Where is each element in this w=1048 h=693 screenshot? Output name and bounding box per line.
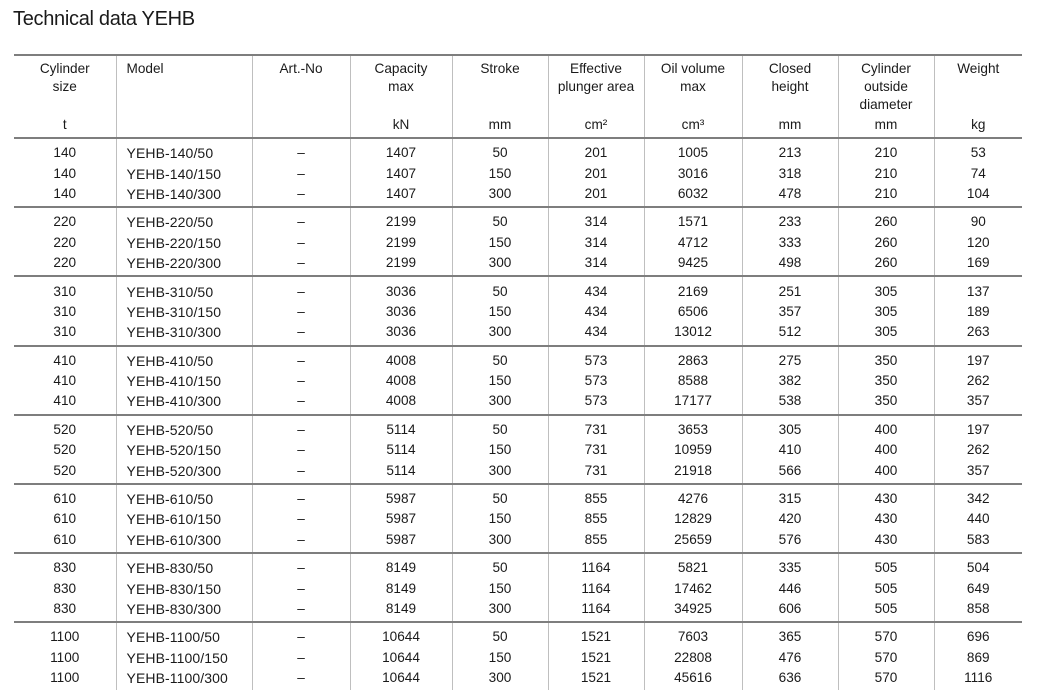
cell-outside-diameter: 400 (838, 460, 934, 483)
cell-capacity: 3036 (350, 322, 452, 345)
cell-weight: 696 (934, 622, 1022, 647)
cell-oil-volume: 34925 (644, 599, 742, 622)
cell-art-no: – (252, 302, 350, 322)
cell-outside-diameter: 305 (838, 302, 934, 322)
cell-cylinder-size: 1100 (50, 629, 80, 645)
header-cylinder-size: Cylinder size (14, 55, 116, 116)
cell-weight: 649 (934, 578, 1022, 598)
cell-stroke: 300 (452, 599, 548, 622)
cell-closed-height: 315 (742, 484, 838, 509)
cell-weight: 74 (934, 163, 1022, 183)
cell-art-no: – (252, 578, 350, 598)
table-row (14, 668, 1022, 690)
cell-outside-diameter: 260 (838, 233, 934, 253)
cell-cylinder-size: 520 (14, 460, 116, 483)
cell-oil-volume: 45616 (644, 668, 742, 690)
cell-capacity: 8149 (350, 578, 452, 598)
unit-art-no (252, 116, 350, 138)
cell-cylinder-size: 830 (14, 599, 116, 622)
table-row (14, 253, 1022, 276)
cell-art-no: – (252, 668, 350, 690)
table-row (14, 553, 1022, 578)
cell-outside-diameter: 430 (838, 509, 934, 529)
cell-cylinder-size: 410 (53, 352, 77, 368)
cell-outside-diameter: 570 (838, 622, 934, 647)
cell-model: YEHB-140/300 (116, 184, 252, 207)
cell-capacity: 1407 (350, 163, 452, 183)
cell-stroke: 150 (452, 648, 548, 668)
cell-weight: 583 (934, 530, 1022, 553)
cell-outside-diameter: 570 (838, 668, 934, 690)
cell-oil-volume: 6032 (644, 184, 742, 207)
cell-stroke: 300 (452, 322, 548, 345)
cell-weight: 869 (934, 648, 1022, 668)
cell-oil-volume: 3016 (644, 163, 742, 183)
cell-closed-height: 251 (742, 276, 838, 301)
cell-closed-height: 478 (742, 184, 838, 207)
cell-outside-diameter: 260 (838, 253, 934, 276)
cell-capacity: 5987 (350, 484, 452, 509)
cell-stroke: 50 (452, 138, 548, 163)
header-stroke: Stroke (452, 55, 548, 116)
cell-cylinder-size: 220 (53, 214, 77, 230)
unit-model (116, 116, 252, 138)
cell-closed-height: 275 (742, 346, 838, 371)
cell-closed-height: 538 (742, 391, 838, 414)
cell-weight: 104 (934, 184, 1022, 207)
cell-model: YEHB-830/150 (116, 578, 252, 598)
cell-weight: 263 (934, 322, 1022, 345)
cell-outside-diameter: 210 (838, 184, 934, 207)
cell-weight: 1116 (934, 668, 1022, 690)
cell-oil-volume: 12829 (644, 509, 742, 529)
cell-cylinder-size: 610 (14, 530, 116, 553)
cell-closed-height: 476 (742, 648, 838, 668)
table-row (14, 460, 1022, 483)
cell-weight: 262 (934, 371, 1022, 391)
cell-stroke: 150 (452, 233, 548, 253)
cell-oil-volume: 7603 (644, 622, 742, 647)
table-row (14, 509, 1022, 529)
cell-art-no: – (252, 484, 350, 509)
cell-capacity: 4008 (350, 391, 452, 414)
cell-cylinder-size: 610 (53, 491, 77, 507)
cell-model: YEHB-140/50 (116, 138, 252, 163)
cell-weight: 504 (934, 553, 1022, 578)
cell-oil-volume: 17177 (644, 391, 742, 414)
cell-cylinder-size: 520 (53, 421, 77, 437)
cell-model: YEHB-410/50 (116, 346, 252, 371)
cell-plunger-area: 573 (548, 391, 644, 414)
table-row (14, 440, 1022, 460)
cell-model: YEHB-1100/50 (116, 622, 252, 647)
cell-capacity: 10644 (350, 668, 452, 690)
cell-outside-diameter: 305 (838, 322, 934, 345)
cell-capacity: 5987 (350, 530, 452, 553)
cell-plunger-area: 855 (548, 509, 644, 529)
cell-capacity: 2199 (350, 233, 452, 253)
cell-model: YEHB-220/300 (116, 253, 252, 276)
cell-cylinder-size: 220 (53, 234, 77, 250)
cell-art-no: – (252, 599, 350, 622)
cell-oil-volume: 4276 (644, 484, 742, 509)
cell-capacity: 10644 (350, 648, 452, 668)
header-weight: Weight (934, 55, 1022, 116)
table-row (14, 184, 1022, 207)
cell-oil-volume: 8588 (644, 371, 742, 391)
table-row (14, 233, 1022, 253)
cell-art-no: – (252, 138, 350, 163)
cell-outside-diameter: 505 (838, 599, 934, 622)
cell-closed-height: 420 (742, 509, 838, 529)
cell-closed-height: 213 (742, 138, 838, 163)
header-closed-height: Closed height (742, 55, 838, 116)
cell-plunger-area: 434 (548, 302, 644, 322)
cell-outside-diameter: 260 (838, 207, 934, 232)
header-model: Model (116, 55, 252, 116)
cell-capacity: 5114 (350, 460, 452, 483)
cell-art-no: – (252, 415, 350, 440)
cell-closed-height: 305 (742, 415, 838, 440)
cell-cylinder-size: 140 (14, 184, 116, 207)
cell-closed-height: 498 (742, 253, 838, 276)
cell-stroke: 50 (452, 415, 548, 440)
table-row (14, 599, 1022, 622)
page-title: Technical data YEHB (13, 8, 195, 30)
cell-stroke: 50 (452, 346, 548, 371)
cell-oil-volume: 1571 (644, 207, 742, 232)
cell-art-no: – (252, 648, 350, 668)
cell-plunger-area: 201 (548, 184, 644, 207)
cell-weight: 262 (934, 440, 1022, 460)
cell-cylinder-size: 830 (53, 560, 77, 576)
cell-cylinder-size: 310 (53, 283, 77, 299)
cell-weight: 53 (934, 138, 1022, 163)
cell-stroke: 300 (452, 184, 548, 207)
cell-art-no: – (252, 553, 350, 578)
cell-outside-diameter: 505 (838, 578, 934, 598)
cell-model: YEHB-610/50 (116, 484, 252, 509)
cell-plunger-area: 434 (548, 276, 644, 301)
cell-closed-height: 233 (742, 207, 838, 232)
cell-outside-diameter: 305 (838, 276, 934, 301)
cell-outside-diameter: 570 (838, 648, 934, 668)
cell-stroke: 50 (452, 276, 548, 301)
cell-stroke: 150 (452, 440, 548, 460)
unit-weight: kg (934, 116, 1022, 138)
cell-art-no: – (252, 276, 350, 301)
cell-model: YEHB-220/150 (116, 233, 252, 253)
cell-model: YEHB-310/50 (116, 276, 252, 301)
unit-stroke: mm (452, 116, 548, 138)
cell-capacity: 1407 (350, 138, 452, 163)
unit-capacity: kN (350, 116, 452, 138)
cell-capacity: 3036 (350, 302, 452, 322)
cell-capacity: 8149 (350, 553, 452, 578)
cell-art-no: – (252, 253, 350, 276)
cell-capacity: 4008 (350, 346, 452, 371)
cell-stroke: 150 (452, 163, 548, 183)
cell-capacity: 8149 (350, 599, 452, 622)
cell-weight: 357 (934, 391, 1022, 414)
cell-cylinder-size: 310 (53, 303, 77, 319)
cell-oil-volume: 6506 (644, 302, 742, 322)
cell-stroke: 300 (452, 391, 548, 414)
cell-outside-diameter: 350 (838, 371, 934, 391)
cell-weight: 90 (934, 207, 1022, 232)
cell-capacity: 10644 (350, 622, 452, 647)
cell-plunger-area: 434 (548, 322, 644, 345)
table-row (14, 530, 1022, 553)
cell-model: YEHB-520/150 (116, 440, 252, 460)
cell-plunger-area: 731 (548, 460, 644, 483)
cell-oil-volume: 25659 (644, 530, 742, 553)
unit-outside-diameter: mm (838, 116, 934, 138)
cell-art-no: – (252, 371, 350, 391)
cell-plunger-area: 1164 (548, 599, 644, 622)
cell-closed-height: 512 (742, 322, 838, 345)
table-row (14, 391, 1022, 414)
cell-stroke: 50 (452, 484, 548, 509)
cell-weight: 197 (934, 346, 1022, 371)
cell-capacity: 2199 (350, 253, 452, 276)
cell-outside-diameter: 400 (838, 415, 934, 440)
cell-art-no: – (252, 233, 350, 253)
cell-oil-volume: 4712 (644, 233, 742, 253)
cell-oil-volume: 13012 (644, 322, 742, 345)
cell-weight: 440 (934, 509, 1022, 529)
cell-plunger-area: 855 (548, 530, 644, 553)
cell-closed-height: 333 (742, 233, 838, 253)
header-outside-diameter: Cylinder outside diameter (838, 55, 934, 116)
cell-capacity: 2199 (350, 207, 452, 232)
cell-oil-volume: 10959 (644, 440, 742, 460)
cell-cylinder-size: 1100 (50, 649, 80, 665)
cell-model: YEHB-610/300 (116, 530, 252, 553)
cell-plunger-area: 731 (548, 440, 644, 460)
cell-model: YEHB-410/150 (116, 371, 252, 391)
cell-plunger-area: 314 (548, 207, 644, 232)
cell-weight: 858 (934, 599, 1022, 622)
cell-model: YEHB-610/150 (116, 509, 252, 529)
cell-outside-diameter: 505 (838, 553, 934, 578)
cell-model: YEHB-140/150 (116, 163, 252, 183)
cell-cylinder-size: 520 (53, 442, 77, 458)
cell-weight: 357 (934, 460, 1022, 483)
cell-cylinder-size: 410 (14, 391, 116, 414)
cell-cylinder-size: 610 (53, 511, 77, 527)
cell-model: YEHB-1100/300 (116, 668, 252, 690)
table-row (14, 648, 1022, 668)
cell-model: YEHB-410/300 (116, 391, 252, 414)
table-row (14, 346, 1022, 371)
header-label-row (14, 55, 1022, 116)
cell-plunger-area: 731 (548, 415, 644, 440)
cell-weight: 169 (934, 253, 1022, 276)
cell-cylinder-size: 1100 (50, 670, 80, 686)
cell-closed-height: 382 (742, 371, 838, 391)
cell-cylinder-size: 310 (14, 322, 116, 345)
cell-art-no: – (252, 460, 350, 483)
technical-data-table (14, 54, 1022, 690)
cell-closed-height: 335 (742, 553, 838, 578)
cell-weight: 342 (934, 484, 1022, 509)
cell-plunger-area: 1164 (548, 553, 644, 578)
cell-cylinder-size: 410 (53, 373, 77, 389)
cell-outside-diameter: 400 (838, 440, 934, 460)
table-row (14, 276, 1022, 301)
cell-model: YEHB-310/300 (116, 322, 252, 345)
table-row (14, 163, 1022, 183)
cell-plunger-area: 573 (548, 346, 644, 371)
cell-plunger-area: 855 (548, 484, 644, 509)
table-header (14, 55, 1022, 138)
table-row (14, 371, 1022, 391)
cell-closed-height: 606 (742, 599, 838, 622)
cell-closed-height: 446 (742, 578, 838, 598)
cell-oil-volume: 22808 (644, 648, 742, 668)
cell-stroke: 300 (452, 460, 548, 483)
table-body (14, 138, 1022, 690)
cell-stroke: 150 (452, 509, 548, 529)
cell-outside-diameter: 430 (838, 530, 934, 553)
header-capacity: Capacity max (350, 55, 452, 116)
cell-stroke: 150 (452, 302, 548, 322)
cell-outside-diameter: 350 (838, 391, 934, 414)
table-row (14, 322, 1022, 345)
table-row (14, 484, 1022, 509)
cell-plunger-area: 1164 (548, 578, 644, 598)
cell-oil-volume: 21918 (644, 460, 742, 483)
cell-oil-volume: 2169 (644, 276, 742, 301)
cell-cylinder-size: 220 (14, 253, 116, 276)
cell-capacity: 5987 (350, 509, 452, 529)
cell-model: YEHB-310/150 (116, 302, 252, 322)
cell-weight: 189 (934, 302, 1022, 322)
header-art-no: Art.-No (252, 55, 350, 116)
cell-capacity: 1407 (350, 184, 452, 207)
cell-plunger-area: 314 (548, 253, 644, 276)
cell-closed-height: 365 (742, 622, 838, 647)
cell-oil-volume: 17462 (644, 578, 742, 598)
cell-art-no: – (252, 440, 350, 460)
cell-stroke: 50 (452, 622, 548, 647)
cell-plunger-area: 573 (548, 371, 644, 391)
table-row (14, 415, 1022, 440)
cell-capacity: 4008 (350, 371, 452, 391)
unit-cylinder-size: t (14, 116, 116, 138)
cell-art-no: – (252, 391, 350, 414)
cell-plunger-area: 201 (548, 138, 644, 163)
unit-plunger-area: cm² (548, 116, 644, 138)
cell-stroke: 300 (452, 668, 548, 690)
cell-art-no: – (252, 163, 350, 183)
table-row (14, 138, 1022, 163)
cell-model: YEHB-520/50 (116, 415, 252, 440)
cell-art-no: – (252, 622, 350, 647)
cell-model: YEHB-1100/150 (116, 648, 252, 668)
cell-oil-volume: 5821 (644, 553, 742, 578)
cell-closed-height: 318 (742, 163, 838, 183)
cell-weight: 120 (934, 233, 1022, 253)
cell-model: YEHB-220/50 (116, 207, 252, 232)
header-oil-volume: Oil volume max (644, 55, 742, 116)
cell-closed-height: 410 (742, 440, 838, 460)
cell-cylinder-size: 830 (53, 580, 77, 596)
cell-art-no: – (252, 346, 350, 371)
cell-capacity: 5114 (350, 440, 452, 460)
cell-capacity: 5114 (350, 415, 452, 440)
cell-closed-height: 576 (742, 530, 838, 553)
cell-oil-volume: 9425 (644, 253, 742, 276)
cell-stroke: 150 (452, 371, 548, 391)
cell-stroke: 150 (452, 578, 548, 598)
cell-weight: 197 (934, 415, 1022, 440)
cell-cylinder-size: 140 (53, 145, 77, 161)
cell-oil-volume: 1005 (644, 138, 742, 163)
unit-closed-height: mm (742, 116, 838, 138)
cell-art-no: – (252, 322, 350, 345)
cell-plunger-area: 1521 (548, 648, 644, 668)
cell-stroke: 50 (452, 553, 548, 578)
cell-outside-diameter: 350 (838, 346, 934, 371)
cell-stroke: 50 (452, 207, 548, 232)
cell-closed-height: 636 (742, 668, 838, 690)
cell-art-no: – (252, 207, 350, 232)
cell-plunger-area: 1521 (548, 668, 644, 690)
cell-art-no: – (252, 509, 350, 529)
cell-stroke: 300 (452, 530, 548, 553)
cell-capacity: 3036 (350, 276, 452, 301)
unit-oil-volume: cm³ (644, 116, 742, 138)
cell-cylinder-size: 140 (53, 165, 77, 181)
table-row (14, 622, 1022, 647)
header-plunger-area: Effective plunger area (548, 55, 644, 116)
cell-outside-diameter: 210 (838, 163, 934, 183)
table-row (14, 302, 1022, 322)
cell-model: YEHB-520/300 (116, 460, 252, 483)
cell-stroke: 300 (452, 253, 548, 276)
cell-weight: 137 (934, 276, 1022, 301)
cell-model: YEHB-830/50 (116, 553, 252, 578)
cell-art-no: – (252, 184, 350, 207)
cell-model: YEHB-830/300 (116, 599, 252, 622)
cell-plunger-area: 314 (548, 233, 644, 253)
cell-oil-volume: 2863 (644, 346, 742, 371)
header-unit-row (14, 116, 1022, 138)
table-row (14, 207, 1022, 232)
cell-plunger-area: 201 (548, 163, 644, 183)
cell-plunger-area: 1521 (548, 622, 644, 647)
table-row (14, 578, 1022, 598)
cell-art-no: – (252, 530, 350, 553)
cell-outside-diameter: 430 (838, 484, 934, 509)
cell-closed-height: 566 (742, 460, 838, 483)
cell-closed-height: 357 (742, 302, 838, 322)
cell-outside-diameter: 210 (838, 138, 934, 163)
cell-oil-volume: 3653 (644, 415, 742, 440)
